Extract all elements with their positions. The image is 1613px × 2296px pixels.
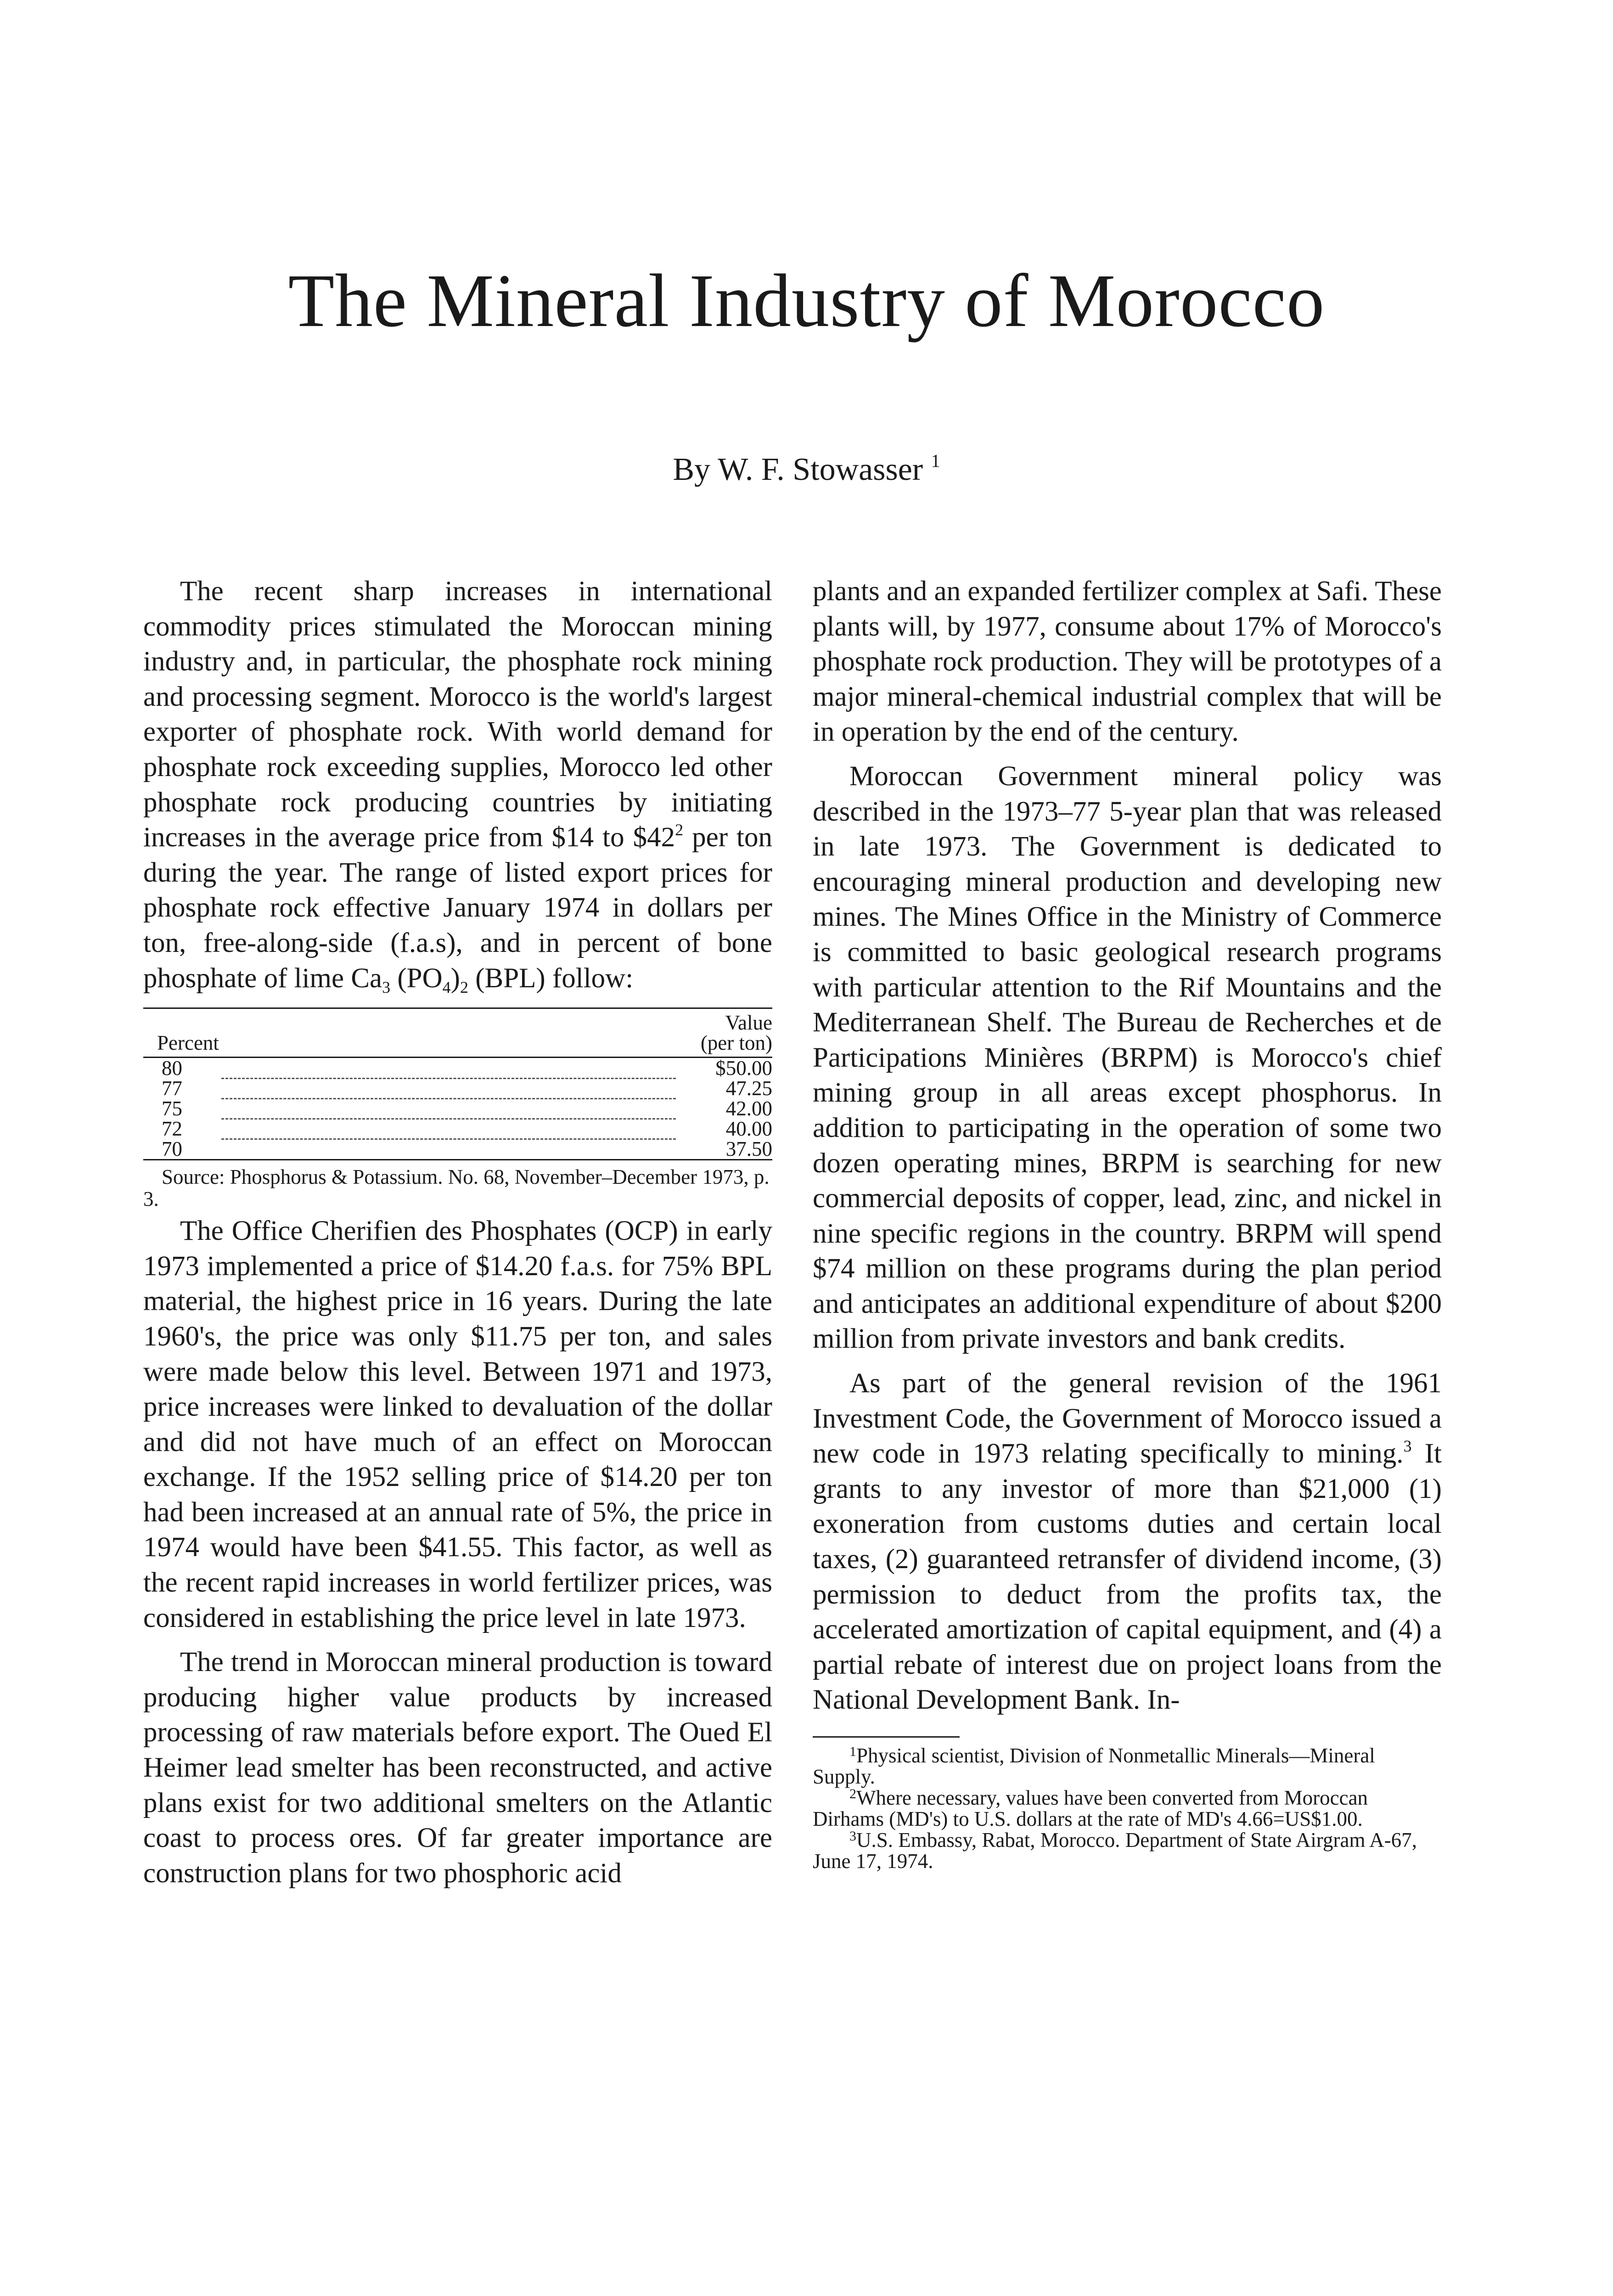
percent-header: Percent [157, 1031, 219, 1055]
value-cell: 40.00 [725, 1117, 772, 1141]
dot-leader [221, 1098, 676, 1119]
dot-leader [221, 1119, 676, 1139]
footnote-2 [813, 1787, 1442, 1829]
value-cell: 37.50 [725, 1137, 772, 1161]
footnote-3 [813, 1829, 1442, 1872]
footnote-mark: 1 [849, 1744, 856, 1759]
footnote-mark: 3 [849, 1829, 856, 1844]
percent-cell: 70 [162, 1137, 182, 1161]
percent-cell: 80 [162, 1057, 182, 1080]
left-column [143, 574, 772, 1891]
paragraph-investment-code [813, 1366, 1442, 1718]
footnote-ref-2: 2 [675, 821, 684, 839]
paragraph-ocp-pricing: The Office Cherifien des Phosphates (OCP) in early 1973 implemented a price of $14.20 f.a.s. for 75% BPL material, the highest price in 16 years. During the late 1960's, the price was only $11.75 per ton, and sales were made below this level. Between 1971 and 1973, price increases were linked to devaluation of the dollar and did not have much of an effect on Moroccan exchange. If the 1952 selling price of $14.20 per ton had been increased at an annual rate of 5%, the price in 1974 would have been $41.55. This factor, as well as the recent rapid increases in world fertilizer prices, was considered in establishing the price level in late 1973. [143, 1216, 772, 1633]
dot-leader [221, 1078, 676, 1098]
value-header [676, 1008, 772, 1058]
intro-text-a: The recent sharp increases in international commodity prices stimulated the Moroccan mining industry and, in particular, the phosphate rock mining and processing segment. Morocco is the world's largest exporter of phosphate rock. With world demand for phosphate rock exceeding supplies, Morocco led other phosphate rock producing countries by initiating increases in the average price from $14 to $42 [143, 576, 772, 853]
footnote-text: U.S. Embassy, Rabat, Morocco. Department of State Airgram A-67, June 17, 1974. [813, 1829, 1417, 1873]
table-row [143, 1078, 772, 1098]
table-row [143, 1139, 772, 1160]
footnote-text: Where necessary, values have been converted from Moroccan Dirhams (MD's) to U.S. dollars at the rate of MD's 4.66=US$1.00. [813, 1786, 1368, 1830]
footnote-text: Physical scientist, Division of Nonmetallic Minerals—Mineral Supply. [813, 1744, 1375, 1788]
paragraph-intro [143, 574, 772, 996]
footnote-ref-3: 3 [1403, 1437, 1412, 1456]
percent-cell: 75 [162, 1097, 182, 1120]
table-row [143, 1119, 772, 1139]
table-row [143, 1058, 772, 1079]
footnote-divider [813, 1736, 960, 1738]
footnote-mark: 2 [849, 1786, 856, 1801]
subscript-4: 4 [442, 978, 451, 996]
price-table-header [143, 1008, 772, 1058]
subscript-3: 3 [382, 978, 391, 996]
investment-text-b: It grants to any investor of more than $21,000 (1) exoneration from customs duties and certain local taxes, (2) guaranteed retransfer of dividend income, (3) permission to deduct from the profits tax, the accelerated amortization of capital equipment, and (4) a partial rebate of interest due on project loans from the National Development Bank. In- [813, 1438, 1442, 1716]
intro-text-b: per ton during the year. The range of listed export prices for phosphate rock effective January 1974 in dollars per ton, free-along-side (f.a.s), and in percent of bone phosphate of lime Ca [143, 822, 772, 994]
price-table [143, 1007, 772, 1160]
author-name: By W. F. Stowasser [673, 452, 923, 487]
paragraph-production-trend: The trend in Moroccan mineral production is toward producing higher value products by increased processing of raw materials before export. The Oued El Heimer lead smelter has been reconstructed, and active plans exist for two additional smelters on the Atlantic coast to process ores. Of far greater importance are construction plans for two phosphoric acid [143, 1647, 772, 1889]
value-header-line2: (per ton) [700, 1031, 772, 1055]
intro-text-e: (BPL) follow: [468, 962, 634, 994]
leader-header-spacer [221, 1008, 676, 1058]
investment-text-a: As part of the general revision of the 1961 Investment Code, the Government of Morocco issued a new code in 1973 relating specifically to mining. [813, 1368, 1442, 1469]
table-source-note: Source: Phosphorus & Potassium. No. 68, November–December 1973, p. 3. [143, 1165, 770, 1211]
value-header-line1: Value [725, 1011, 772, 1035]
paragraph-government-policy: Moroccan Government mineral policy was described in the 1973–77 5-year plan that was released in late 1973. The Government is dedicated to encouraging mineral production and developing new mines. The Mines Office in the Ministry of Commerce is committed to basic geological research programs with particular attention to the Rif Mountains and the Mediterranean Shelf. The Bureau de Recherches et de Participations Minières (BRPM) is Morocco's chief mining group in all areas except phosphorus. In addition to participating in the operation of some two dozen operating mines, BRPM is searching for new commercial deposits of copper, lead, zinc, and nickel in nine specific regions in the country. BRPM will spend $74 million on these programs during the plan period and anticipates an additional expenditure of about $200 million from private investors and bank credits. [813, 760, 1442, 1355]
dot-leader [221, 1139, 676, 1160]
value-cell: $50.00 [715, 1057, 772, 1080]
percent-cell: 72 [162, 1117, 182, 1141]
paragraph-safi-plants: plants and an expanded fertilizer complex at Safi. These plants will, by 1977, consume about 17% of Morocco's phosphate rock production. They will be prototypes of a major mineral-chemical industrial complex that will be in operation by the end of the century. [813, 576, 1442, 748]
intro-text-d: ) [450, 962, 460, 994]
intro-text-c: (PO [390, 962, 443, 994]
subscript-2: 2 [460, 978, 468, 996]
page-title: The Mineral Industry of Morocco [288, 259, 1325, 343]
table-row [143, 1098, 772, 1119]
percent-cell: 77 [162, 1077, 182, 1100]
value-cell: 42.00 [725, 1097, 772, 1120]
footnote-1 [813, 1745, 1442, 1787]
value-cell: 47.25 [725, 1077, 772, 1100]
dot-leader [221, 1058, 676, 1079]
right-column [813, 574, 1442, 1872]
byline-note-mark: 1 [931, 450, 940, 471]
byline [0, 450, 1613, 488]
